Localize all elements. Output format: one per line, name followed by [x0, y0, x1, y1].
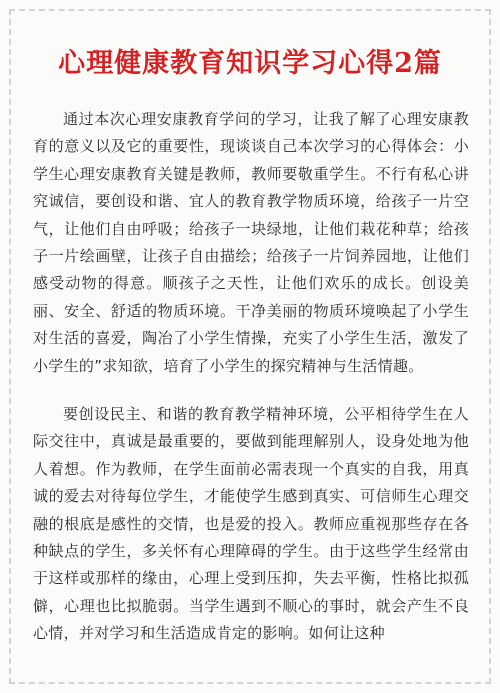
paragraph-1: 通过本次心理安康教育学问的学习，让我了解了心理安康教育的意义以及它的重要性，现谈谈自己本次学习的心得体会：小学生心理安康教育关键是教师，教师要敬重学生。不行有私心讲究诚信，要创设和谐、宜人的教育教学物质环境，给孩子一片空气，让他们自由呼吸；给孩子一块绿地，让他们栽花种草；给孩子一片绘画壁，让孩子自由描绘；给孩子一片饲养园地，让他们感受动物的得意。顺孩子之天性，让他们欢乐的成长。创设美丽、安全、舒适的物质环境。干净美丽的物质环境唤起了小学生对生活的喜爱，陶冶了小学生情操，充实了小学生生活，激发了小学生的”求知欲，培育了小学生的探究精神与生活情趣。: [33, 110, 469, 375]
paragraph-2: 要创设民主、和谐的教育教学精神环境，公平相待学生在人际交往中，真诚是最重要的，要做到能理解别人，设身处地为他人着想。作为教师，在学生面前必需表现一个真实的自我，用真诚的爱去对待每位学生，才能使学生感到真实、可信师生心理交融的根底是感性的交情，也是爱的投入。教师应重视那些存在各种缺点的学生，多关怀有心理障碍的学生。由于这些学生经常由于这样或那样的缘由，心理上受到压抑，失去平衡，性格比拟孤僻，心理也比拟脆弱。当学生遇到不顺心的事时，就会产生不良心情，并对学习和生活造成肯定的影响。如何让这种: [33, 405, 469, 643]
document-title: 心理健康教育知识学习心得2篇: [58, 48, 442, 79]
